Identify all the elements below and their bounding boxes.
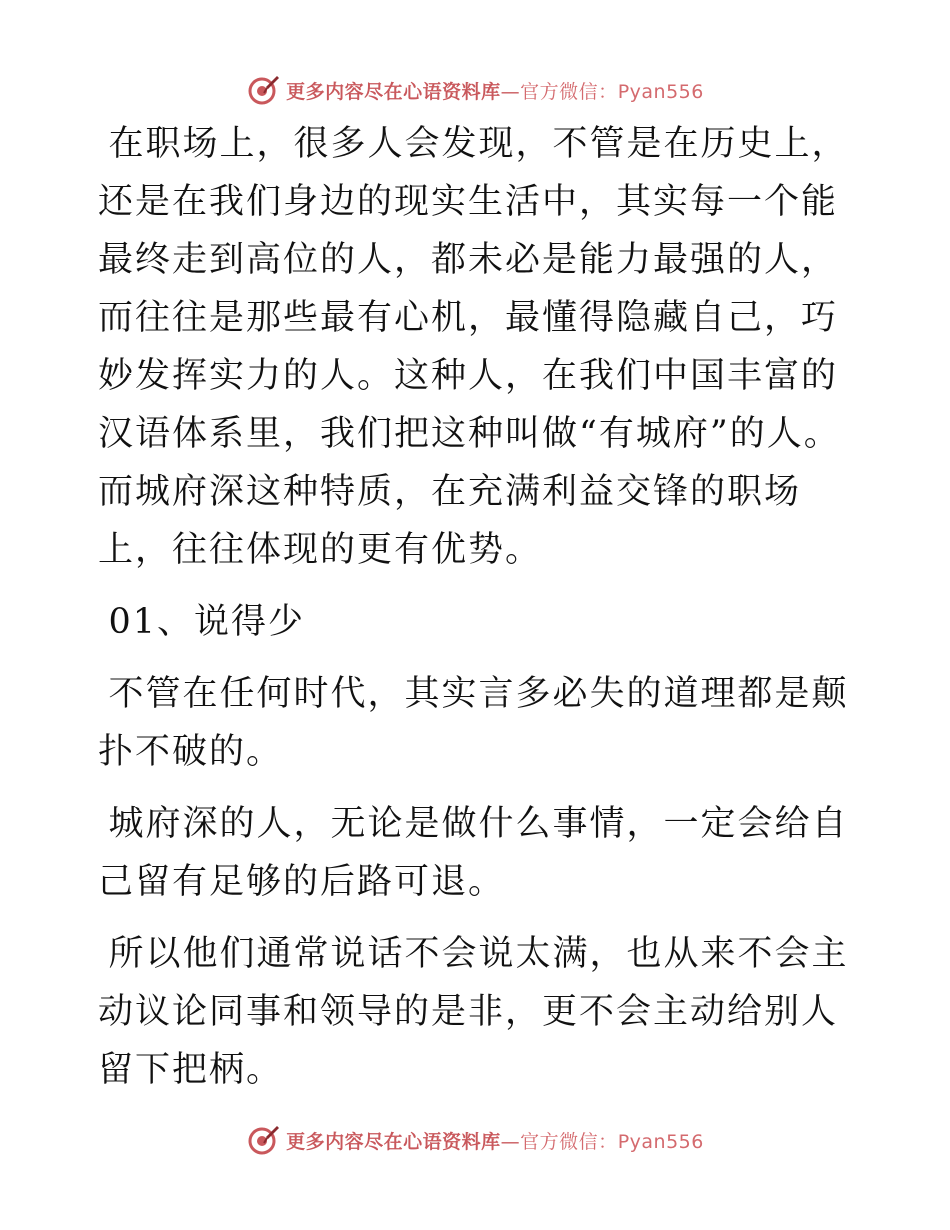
paragraph-2: 城府深的人，无论是做什么事情，一定会给自己留有足够的后路可退。 (98, 804, 849, 902)
watermark-wechat-id: Pyan556 (617, 80, 704, 103)
watermark-wechat-id: Pyan556 (617, 1130, 704, 1153)
quill-pen-seal-icon (246, 73, 280, 107)
watermark-banner-footer (246, 1123, 704, 1157)
quill-pen-seal-icon (246, 1123, 280, 1157)
watermark-banner (246, 73, 704, 107)
watermark-dash: — (500, 1130, 521, 1153)
paragraph-intro: 在职场上，很多人会发现，不管是在历史上，还是在我们身边的现实生活中，其实每一个能最终走到高位的人，都未必是能力最强的人，而往往是那些最有心机，最懂得隐藏自己，巧妙发挥实力的人。这种人，在我们中国丰富的汉语体系里，我们把这种叫做“有城府”的人。而城府深这种特质，在充满利益交锋的职场上，往往体现的更有优势。 (98, 124, 849, 570)
page-footer-watermark (0, 1120, 950, 1160)
watermark-text-footer (286, 1127, 704, 1154)
watermark-site-name: 更多内容尽在心语资料库 (286, 80, 501, 103)
watermark-dash: — (500, 80, 521, 103)
watermark-text (286, 77, 704, 104)
watermark-site-name: 更多内容尽在心语资料库 (286, 1130, 501, 1153)
paragraph-1: 不管在任何时代，其实言多必失的道理都是颠扑不破的。 (98, 674, 849, 772)
document-body (98, 115, 850, 1113)
section-heading: 01、说得少 (108, 602, 306, 642)
watermark-wechat-label: 官方微信： (520, 80, 618, 103)
watermark-wechat-label: 官方微信： (520, 1130, 618, 1153)
paragraph-3: 所以他们通常说话不会说太满，也从来不会主动议论同事和领导的是非，更不会主动给别人留下把柄。 (98, 934, 849, 1090)
page-header-watermark (0, 70, 950, 110)
